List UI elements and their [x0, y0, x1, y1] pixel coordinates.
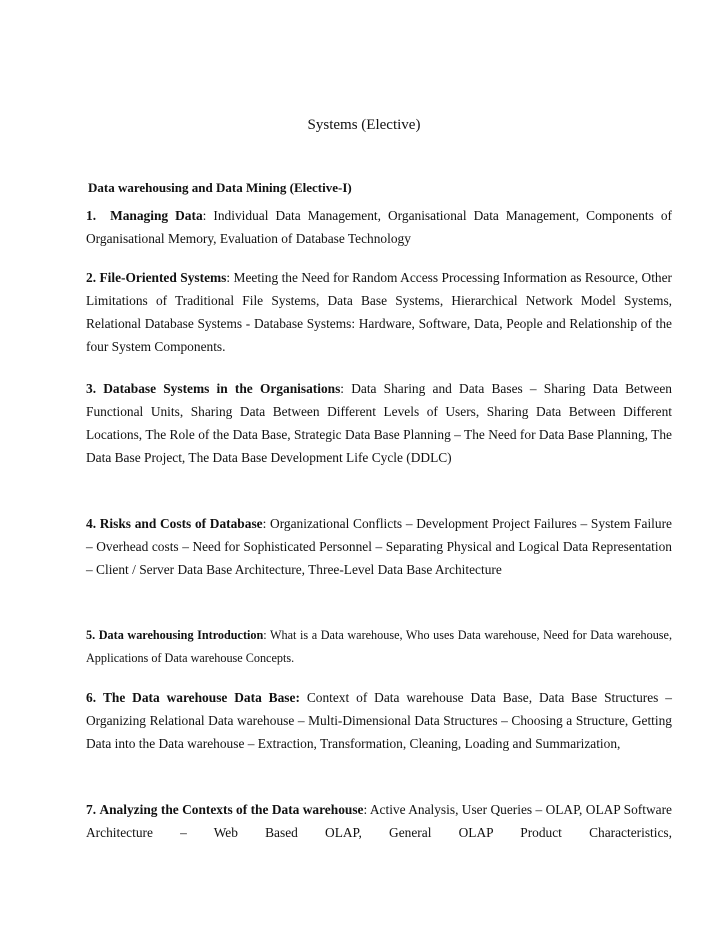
section-text: : Meeting the Need for Random Access Processing Information as Resource, Other Limitations of Traditional File Systems, Data Base Systems, Hierarchical Network Model Systems, Relational Database Systems - Database Systems: Hardware, Software, Data, People and Relationship of the four System Components. — [86, 270, 673, 354]
syllabus-section-3 — [86, 377, 672, 469]
section-text: : Data Sharing and Data Bases – Sharing Data Between Functional Units, Sharing Data Between Different Levels of Users, Sharing Data Between Different Locations, The Role of the Data Base, Strategic Data Base Planning – The Need for Data Base Planning, The Data Base Project, The Data Base Development Life Cycle (DDLC) — [86, 381, 672, 465]
section-number: 5. — [86, 628, 96, 642]
section-text: : Organizational Conflicts – Development Project Failures – System Failure – Overhead costs – Need for Sophisticated Personnel – Separating Physical and Logical Data Representation – Client / Server Data Base Architecture, Three-Level Data Base Architecture — [86, 516, 672, 577]
section-number: 1. — [86, 208, 97, 223]
syllabus-section-6 — [86, 686, 672, 755]
section-text: : Active Analysis, User Queries – OLAP, OLAP Software Architecture – Web Based OLAP, General OLAP Product Characteristics, — [86, 802, 672, 840]
section-heading: Managing Data — [110, 208, 203, 223]
section-number: 4. — [86, 516, 97, 531]
section-heading: Data warehousing Introduction — [98, 628, 264, 642]
course-subheading: Data warehousing and Data Mining (Elective-I) — [88, 180, 352, 195]
section-text: : What is a Data warehouse, Who uses Data warehouse, Need for Data warehouse, Applications of Data warehouse Concepts. — [86, 628, 673, 665]
section-text: : Individual Data Management, Organisational Data Management, Components of Organisational Memory, Evaluation of Database Technology — [86, 208, 673, 246]
section-number: 2. — [86, 270, 97, 285]
section-heading: Database Systems in the Organisations — [103, 381, 341, 396]
section-heading: Analyzing the Contexts of the Data warehouse — [99, 802, 364, 817]
section-number: 6. — [86, 690, 97, 705]
section-number: 7. — [86, 802, 97, 817]
syllabus-section-1 — [86, 204, 672, 250]
syllabus-section-7 — [86, 798, 672, 844]
syllabus-section-5 — [86, 624, 672, 670]
section-heading: File-Oriented Systems — [99, 270, 227, 285]
syllabus-section-2 — [86, 266, 672, 358]
page-title: Systems (Elective) — [307, 117, 421, 133]
section-heading: The Data warehouse Data Base: — [102, 690, 300, 705]
syllabus-section-4 — [86, 512, 672, 581]
section-heading: Risks and Costs of Database — [99, 516, 263, 531]
section-number: 3. — [86, 381, 97, 396]
section-text: Context of Data warehouse Data Base, Data Base Structures – Organizing Relational Data warehouse – Multi-Dimensional Data Structures – Choosing a Structure, Getting Data into the Data warehouse – Extraction, Transformation, Cleaning, Loading and Summarization, — [86, 690, 672, 751]
